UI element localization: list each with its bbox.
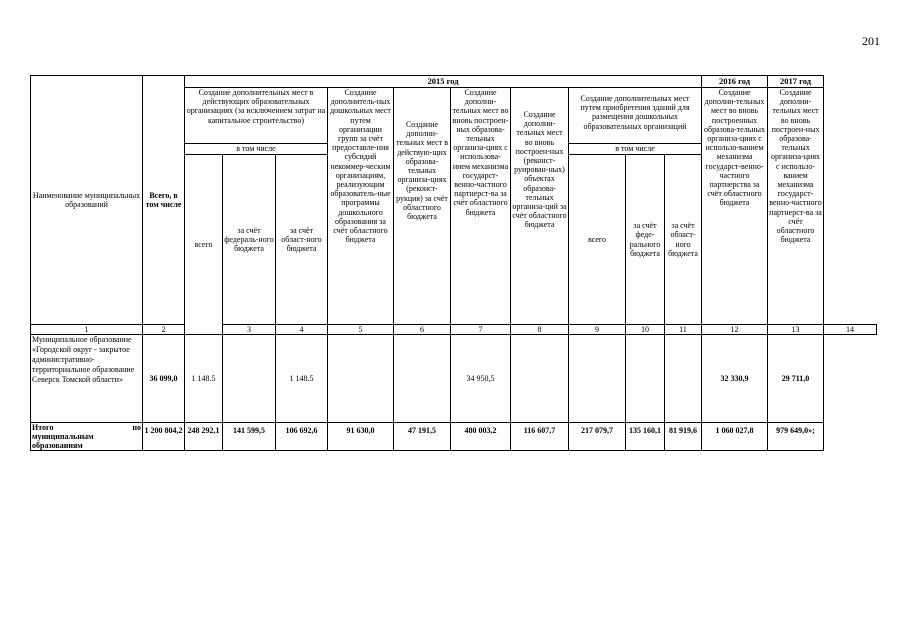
- row-name: Муниципальное образование «Городской округ - закрытое административно-территориальное образование Северск Томской области»: [31, 335, 143, 423]
- cell-c8: 34 950,5: [451, 335, 511, 423]
- cell-c11: [626, 335, 665, 423]
- row-total-name: [31, 423, 143, 451]
- cell-c14: 979 649,0»;: [768, 423, 824, 451]
- col-num: 14: [824, 325, 877, 335]
- header-col-14: Создание дополни-тельных мест во вновь построен-ных образова-тельных организа-циях с использо-ванием механизма государст-венно-частного партнерст-ва за счёт областного бюджета: [768, 88, 824, 325]
- cell-total: 36 099,0: [143, 335, 185, 423]
- header-group-existing: Создание дополнительных мест в действующих образовательных организациях (за исключением затрат на капитальное строительство): [185, 88, 328, 144]
- header-fed-b: за счёт феде-рального бюджета: [626, 155, 665, 325]
- cell-c6: 91 630,0: [328, 423, 394, 451]
- header-col-13: Создание дополни-тельных мест во вновь построенных образова-тельных организа-циях с использо-ванием механизма государст-венно-частного партнерства за счёт областного бюджета: [702, 88, 768, 325]
- header-col-6: Создание дополнитель-ных дошкольных мест путем организации групп за счёт предоставле-ния субсидий некоммер-ческим организациям, реализующим образователь-ные программы дошкольного образования за счёт областного бюджета: [328, 88, 394, 325]
- cell-c13: 1 060 027,8: [702, 423, 768, 451]
- column-number-row: [31, 325, 877, 335]
- total-label-rest: муниципальным образованиям: [32, 432, 94, 451]
- cell-c4: 141 599,5: [223, 423, 276, 451]
- col-num: 5: [328, 325, 394, 335]
- cell-c10: 217 079,7: [569, 423, 626, 451]
- cell-c11: 135 160,1: [626, 423, 665, 451]
- col-num: 10: [626, 325, 665, 335]
- header-total: Всего, в том числе: [143, 76, 185, 325]
- cell-c4: [223, 335, 276, 423]
- col-num: 2: [143, 325, 185, 335]
- cell-c9: [511, 335, 569, 423]
- header-incl-a: в том числе: [185, 144, 328, 155]
- cell-c5: 106 692,6: [276, 423, 328, 451]
- col-num: 8: [511, 325, 569, 335]
- table-row: [31, 335, 877, 423]
- col-num: 9: [569, 325, 626, 335]
- header-col-9: Создание дополни-тельных мест во вновь построен-ных (реконст-руирован-ных) объектах образова-тельных организа-ций за счёт областного бюджета: [511, 88, 569, 325]
- page-number: 201: [862, 34, 880, 48]
- col-num: 11: [665, 325, 702, 335]
- header-col-7: Создание дополни-тельных мест в действую-щих образова-тельных организа-циях (реконст-рукция) за счёт областного бюджета: [394, 88, 451, 325]
- col-num: 7: [451, 325, 511, 335]
- header-col-8: Создание дополни-тельных мест во вновь построен-ных образова-тельных организа-циях с использова-нием механизма государст-венно-частного партнерст-ва за счёт областного бюджета: [451, 88, 511, 325]
- cell-c5: 1 148.5: [276, 335, 328, 423]
- col-num: 13: [768, 325, 824, 335]
- col-num: 6: [394, 325, 451, 335]
- header-year-2015: 2015 год: [185, 76, 702, 88]
- col-num: 12: [702, 325, 768, 335]
- table-row-total: [31, 423, 877, 451]
- cell-c14: 29 711,0: [768, 335, 824, 423]
- cell-c3: 1 148.5: [185, 335, 223, 423]
- header-name: Наименование муниципальных образований: [31, 76, 143, 325]
- header-year-2016: 2016 год: [702, 76, 768, 88]
- cell-c8: 480 003,2: [451, 423, 511, 451]
- col-num: 3: [223, 325, 276, 335]
- cell-c12: 81 919,6: [665, 423, 702, 451]
- col-num: 1: [31, 325, 143, 335]
- col-num: 4: [276, 325, 328, 335]
- total-label-right: по: [132, 423, 141, 433]
- header-reg-b: за счёт област-ного бюджета: [665, 155, 702, 325]
- cell-c13: 32 330,9: [702, 335, 768, 423]
- cell-total: 1 200 804,2: [143, 423, 185, 451]
- cell-c7: [394, 335, 451, 423]
- header-group-purchase: Создание дополнительных мест путем приобретения зданий для размещения дошкольных образовательных организаций: [569, 88, 702, 144]
- header-incl-b: в том числе: [569, 144, 702, 155]
- header-year-2017: 2017 год: [768, 76, 824, 88]
- header-vsego-a: всего: [185, 155, 223, 335]
- header-fed-a: за счёт федераль-ного бюджета: [223, 155, 276, 325]
- cell-c6: [328, 335, 394, 423]
- cell-c10: [569, 335, 626, 423]
- cell-c9: 116 607,7: [511, 423, 569, 451]
- total-label-left: Итого: [32, 423, 54, 433]
- budget-table: [30, 75, 877, 451]
- header-reg-a: за счёт област-ного бюджета: [276, 155, 328, 325]
- header-vsego-b: всего: [569, 155, 626, 325]
- cell-c7: 47 191,5: [394, 423, 451, 451]
- cell-c3: 248 292,1: [185, 423, 223, 451]
- cell-c12: [665, 335, 702, 423]
